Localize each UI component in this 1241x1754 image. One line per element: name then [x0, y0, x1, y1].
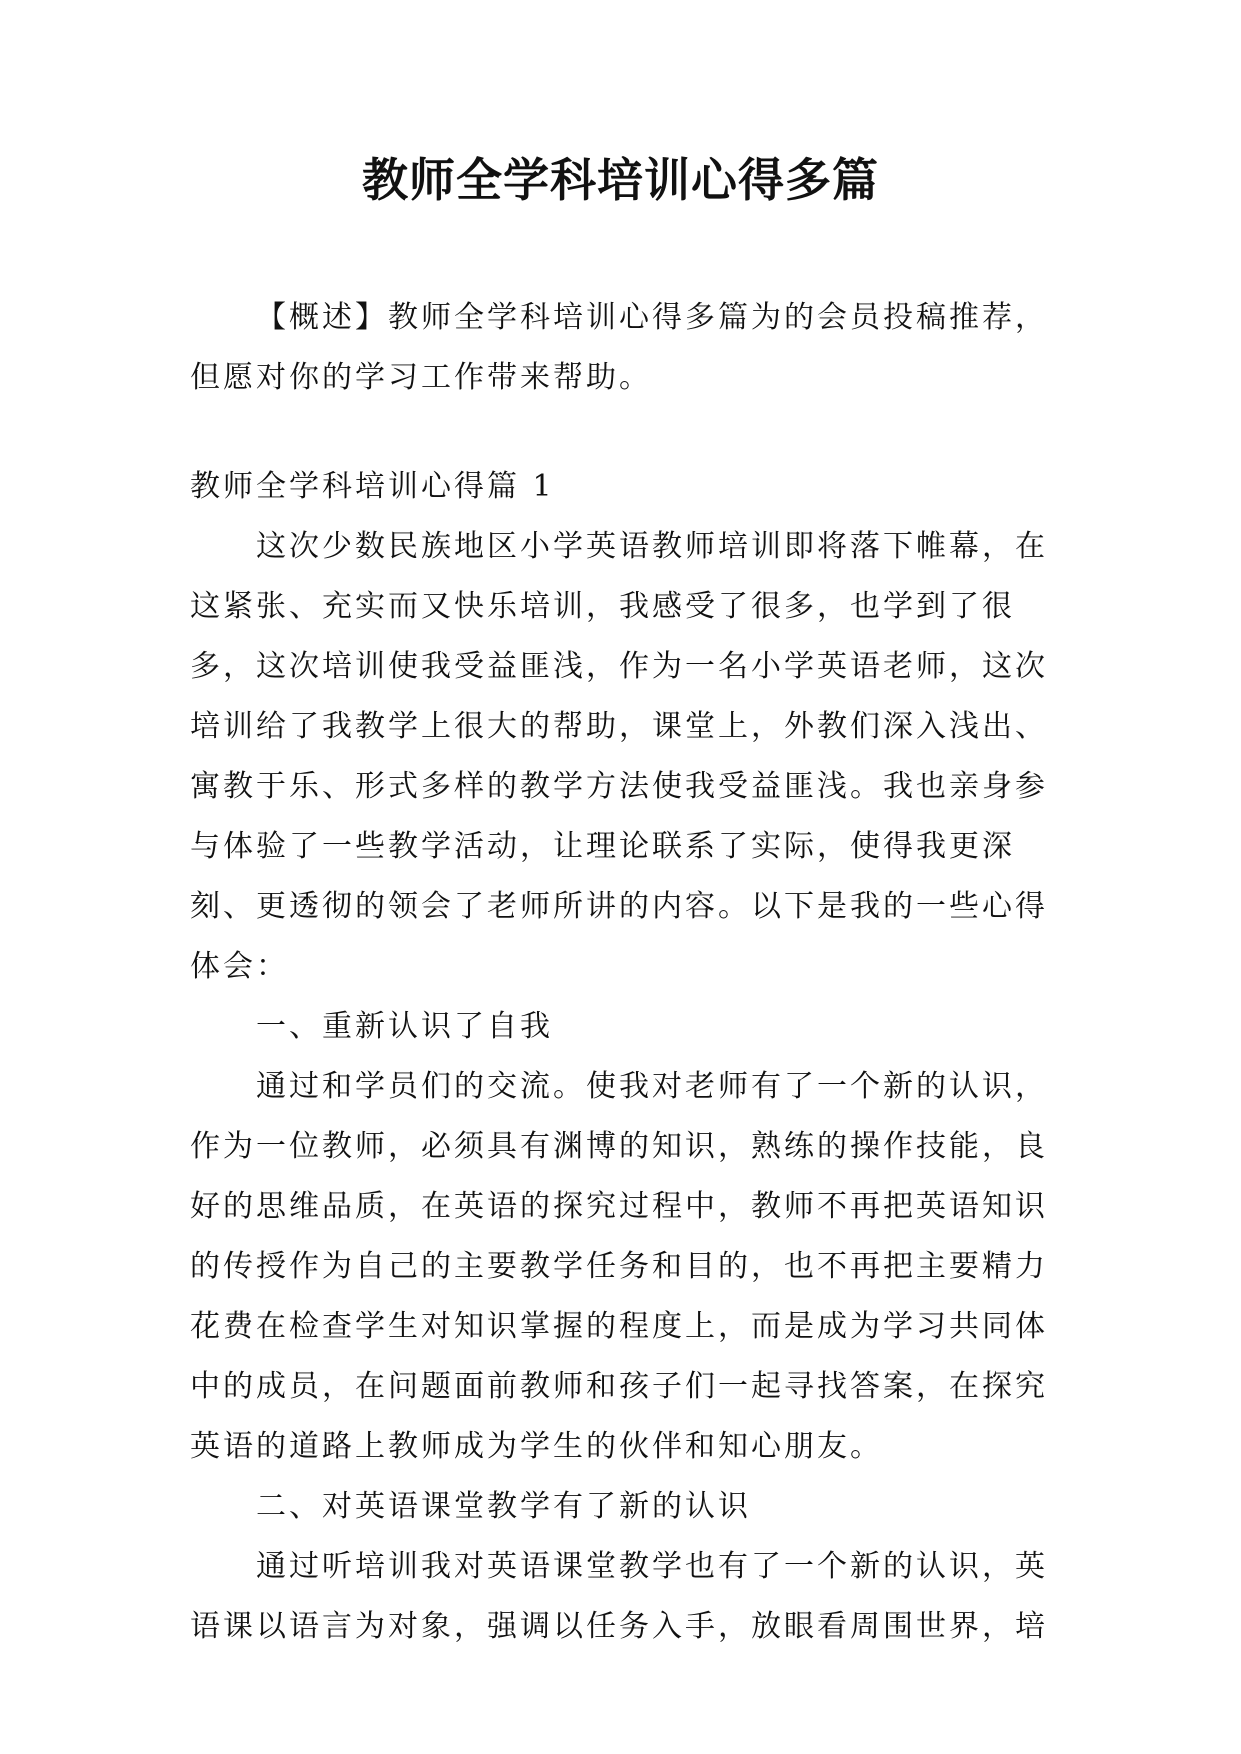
document-title: 教师全学科培训心得多篇	[362, 153, 879, 207]
body-paragraph-intro: 这次少数民族地区小学英语教师培训即将落下帷幕，在这紧张、充实而又快乐培训，我感受了很多，也学到了很多，这次培训使我受益匪浅，作为一名小学英语老师，这次培训给了我教学上很大的帮助，课堂上，外教们深入浅出、寓教于乐、形式多样的教学方法使我受益匪浅。我也亲身参与体验了一些教学活动，让理论联系了实际，使得我更深刻、更透彻的领会了老师所讲的内容。以下是我的一些心得体会：	[190, 529, 1048, 984]
body-paragraph-classroom: 通过听培训我对英语课堂教学也有了一个新的认识，英语课以语言为对象，强调以任务入手，放眼看周围世界，培	[190, 1549, 1048, 1644]
subheading-one: 一、重新认识了自我	[256, 1009, 553, 1044]
subheading-two: 二、对英语课堂教学有了新的认识	[256, 1489, 751, 1524]
body-paragraph-self-awareness: 通过和学员们的交流。使我对老师有了一个新的认识，作为一位教师，必须具有渊博的知识，熟练的操作技能，良好的思维品质，在英语的探究过程中，教师不再把英语知识的传授作为自己的主要教学任务和目的，也不再把主要精力花费在检查学生对知识掌握的程度上，而是成为学习共同体中的成员，在问题面前教师和孩子们一起寻找答案，在探究英语的道路上教师成为学生的伙伴和知心朋友。	[190, 1069, 1048, 1464]
summary-paragraph: 【概述】教师全学科培训心得多篇为的会员投稿推荐，但愿对你的学习工作带来帮助。	[190, 300, 1048, 395]
article-body	[190, 457, 1052, 1657]
section-heading: 教师全学科培训心得篇 1	[190, 469, 555, 504]
